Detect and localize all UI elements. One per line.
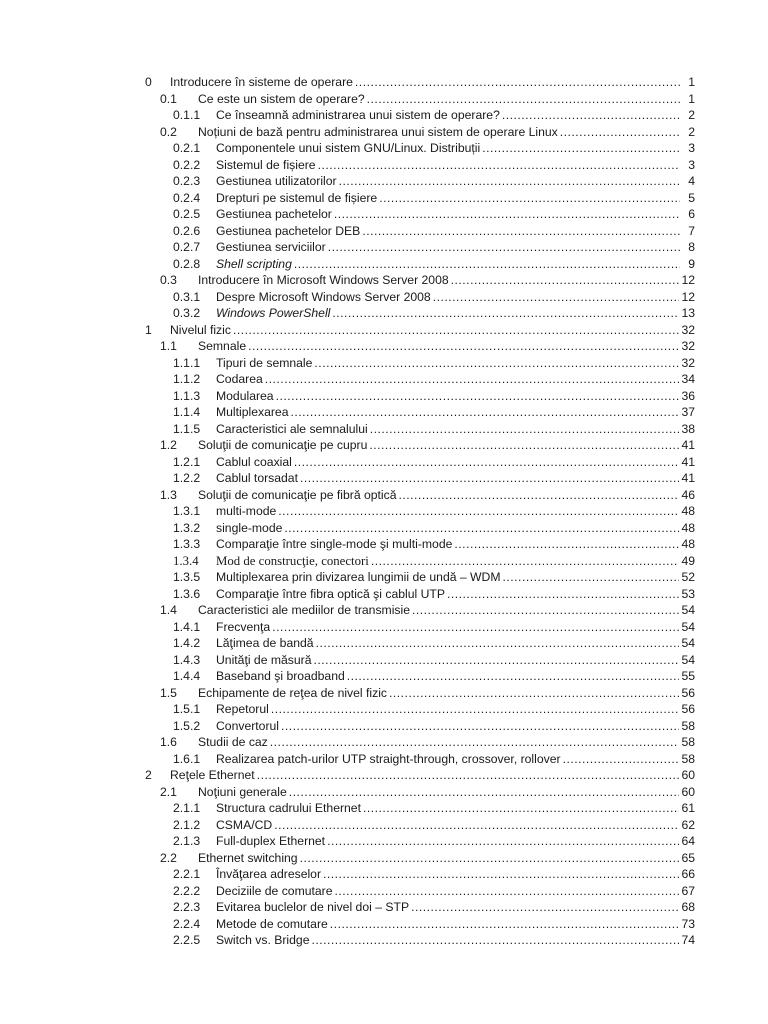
toc-entry-title: Caracteristici ale semnalului <box>216 421 368 436</box>
toc-entry-title: Repetorul <box>216 702 269 716</box>
toc-entry-number: 1.4.1 <box>173 619 201 634</box>
toc-entry[interactable] <box>0 256 768 273</box>
toc-entry-number: 0.2.7 <box>173 240 201 254</box>
toc-entry-title: Gestiunea pachetelor DEB <box>216 223 361 238</box>
toc-entry-title: Codarea <box>216 372 263 386</box>
toc-entry-number: 1.3 <box>160 487 177 502</box>
toc-entry-title-with-leader <box>216 899 680 916</box>
toc-entry-title-with-leader <box>198 437 680 454</box>
toc-entry-title-with-leader <box>198 784 680 801</box>
toc-entry-title-with-leader <box>216 569 680 586</box>
toc-entry-title-with-leader <box>216 751 680 768</box>
toc-entry[interactable] <box>0 74 768 91</box>
toc-entry-title-with-leader <box>216 817 680 834</box>
toc-entry-page-number: 41 <box>681 438 695 452</box>
toc-entry[interactable] <box>0 883 768 900</box>
toc-entry[interactable] <box>0 305 768 322</box>
toc-entry-title-with-leader <box>216 586 680 603</box>
toc-entry-page-number: 3 <box>688 141 695 155</box>
toc-entry-page-number: 34 <box>681 372 695 386</box>
toc-entry[interactable] <box>0 751 768 768</box>
toc-entry[interactable] <box>0 355 768 372</box>
toc-entry-title: Soluţii de comunicaţie pe cupru <box>198 438 368 452</box>
toc-entry-title-with-leader <box>198 338 680 355</box>
toc-entry-page-number: 4 <box>688 174 695 188</box>
toc-entry-page-number: 12 <box>681 289 695 304</box>
toc-entry-title-with-leader <box>216 421 680 438</box>
toc-entry-title-with-leader <box>216 388 680 405</box>
toc-entry[interactable] <box>0 239 768 256</box>
toc-entry-title: Deciziile de comutare <box>216 883 333 898</box>
toc-entry-title-with-leader <box>216 239 680 256</box>
toc-entry-title: Structura cadrului Ethernet <box>216 801 361 815</box>
toc-entry-title-with-leader <box>198 850 680 867</box>
toc-entry-page-number: 56 <box>681 685 695 700</box>
toc-entry-title: Componentele unui sistem GNU/Linux. Distribuții <box>216 141 481 155</box>
toc-entry-number: 1.1.2 <box>173 372 201 386</box>
toc-entry-title-with-leader <box>216 668 680 685</box>
toc-entry-number: 0 <box>145 75 152 89</box>
toc-entry-page-number: 54 <box>681 652 695 667</box>
toc-entry-number: 0.2.4 <box>173 190 201 205</box>
toc-entry-number: 0.2.1 <box>173 141 201 155</box>
toc-entry-title: Frecvenţa <box>216 619 271 634</box>
toc-entry-title: Windows PowerShell <box>216 306 331 320</box>
toc-entry-page-number: 7 <box>688 223 695 238</box>
toc-entry-number: 1.4 <box>160 603 177 617</box>
toc-entry-number: 1.2 <box>160 438 177 452</box>
toc-entry-page-number: 8 <box>688 240 695 254</box>
toc-entry-page-number: 52 <box>681 570 695 584</box>
toc-entry-number: 2.2.5 <box>173 933 201 947</box>
toc-entry-title-with-leader <box>216 883 680 900</box>
toc-entry-page-number: 67 <box>681 883 695 898</box>
toc-entry-page-number: 2 <box>688 108 695 122</box>
toc-entry-title-with-leader <box>216 701 680 718</box>
toc-entry[interactable] <box>0 322 768 339</box>
toc-entry-number: 1.6 <box>160 735 177 749</box>
toc-entry-page-number: 58 <box>681 735 695 749</box>
toc-entry[interactable] <box>0 701 768 718</box>
toc-entry[interactable] <box>0 140 768 157</box>
toc-entry[interactable] <box>0 553 768 570</box>
toc-entry-number: 0.2.8 <box>173 256 201 271</box>
toc-entry-title-with-leader <box>216 157 680 174</box>
toc-entry-title-with-leader <box>216 536 680 553</box>
toc-entry-page-number: 62 <box>681 817 695 832</box>
toc-entry-page-number: 73 <box>681 916 695 931</box>
toc-entry-title: Convertorul <box>216 718 279 733</box>
toc-entry-number: 1.4.2 <box>173 636 201 650</box>
toc-entry-page-number: 58 <box>681 751 695 766</box>
toc-entry-page-number: 60 <box>681 784 695 799</box>
toc-entry-number: 1.5.2 <box>173 718 201 733</box>
toc-entry-title-with-leader <box>216 833 680 850</box>
toc-entry-page-number: 46 <box>681 487 695 502</box>
toc-entry[interactable] <box>0 206 768 223</box>
toc-entry-title-with-leader <box>198 487 680 504</box>
toc-entry-title: Semnale <box>198 339 247 353</box>
toc-entry-title: Învăţarea adreselor <box>216 867 322 881</box>
toc-entry[interactable] <box>0 173 768 190</box>
toc-entry-title: Tipuri de semnale <box>216 355 313 370</box>
toc-entry-title: Ethernet switching <box>198 850 298 865</box>
toc-entry-title-with-leader <box>216 190 680 207</box>
toc-entry-title: Reţele Ethernet <box>170 768 255 782</box>
toc-entry[interactable] <box>0 388 768 405</box>
toc-entry-title: Cablul coaxial <box>216 454 292 469</box>
toc-entry-title-with-leader <box>198 685 680 702</box>
toc-entry[interactable] <box>0 223 768 240</box>
toc-entry-title-with-leader <box>216 173 680 190</box>
toc-entry-title: Evitarea buclelor de nivel doi – STP <box>216 900 410 914</box>
toc-entry-title: Nivelul fizic <box>170 322 231 337</box>
toc-entry-title-with-leader <box>216 635 680 652</box>
toc-entry-title: Introducere în Microsoft Windows Server 2008 <box>198 273 449 287</box>
toc-entry-page-number: 41 <box>681 471 695 485</box>
toc-entry-title: Full-duplex Ethernet <box>216 834 326 848</box>
toc-entry-title: Shell scripting <box>216 256 292 271</box>
toc-entry[interactable] <box>0 124 768 141</box>
toc-entry-page-number: 56 <box>681 702 695 716</box>
toc-entry-title: Comparaţie între single-mode şi multi-mode <box>216 537 453 551</box>
toc-entry-page-number: 1 <box>688 91 695 106</box>
toc-entry-title-with-leader <box>216 454 680 471</box>
toc-entry-page-number: 54 <box>681 636 695 650</box>
toc-entry-number: 1.1 <box>160 339 177 353</box>
toc-entry-title-with-leader <box>170 322 680 339</box>
toc-entry-number: 2.1.3 <box>173 834 201 848</box>
toc-entry-number: 2 <box>145 768 152 782</box>
toc-entry-page-number: 61 <box>681 801 695 815</box>
toc-entry[interactable] <box>0 91 768 108</box>
toc-entry-page-number: 38 <box>681 421 695 436</box>
toc-entry-title-with-leader <box>216 355 680 372</box>
toc-entry[interactable] <box>0 487 768 504</box>
toc-entry-page-number: 41 <box>681 454 695 469</box>
toc-entry[interactable] <box>0 338 768 355</box>
toc-entry-title-with-leader <box>216 652 680 669</box>
toc-entry[interactable] <box>0 635 768 652</box>
toc-entry-number: 0.3.1 <box>173 289 201 304</box>
toc-entry-title-with-leader <box>216 206 680 223</box>
toc-entry-title-with-leader <box>198 272 680 289</box>
toc-entry-title: Gestiunea pachetelor <box>216 207 332 221</box>
toc-entry-number: 1 <box>145 322 152 337</box>
toc-entry-title: Gestiunea utilizatorilor <box>216 174 337 188</box>
toc-entry-number: 2.2.1 <box>173 867 201 881</box>
toc-entry-title-with-leader <box>216 289 680 306</box>
table-of-contents <box>0 74 768 949</box>
toc-entry-number: 1.5.1 <box>173 702 201 716</box>
toc-entry-title-with-leader <box>216 916 680 933</box>
toc-entry-title: Despre Microsoft Windows Server 2008 <box>216 289 431 304</box>
toc-entry-page-number: 58 <box>681 718 695 733</box>
toc-entry-page-number: 6 <box>688 207 695 221</box>
toc-entry-title-with-leader <box>216 305 680 322</box>
toc-entry-number: 0.3 <box>160 273 177 287</box>
toc-entry-page-number: 60 <box>681 768 695 782</box>
toc-entry-title-with-leader <box>216 800 680 817</box>
toc-entry-title: Noţiuni generale <box>198 784 287 799</box>
toc-entry-title-with-leader <box>198 602 680 619</box>
toc-entry-page-number: 13 <box>681 306 695 320</box>
toc-entry-title-with-leader <box>216 866 680 883</box>
toc-entry-title-with-leader <box>216 107 680 124</box>
toc-entry[interactable] <box>0 602 768 619</box>
toc-entry-number: 2.2.2 <box>173 883 201 898</box>
toc-entry-title: Introducere în sisteme de operare <box>170 75 353 89</box>
toc-entry-title: Gestiunea serviciilor <box>216 240 326 254</box>
toc-entry-number: 2.2 <box>160 850 177 865</box>
toc-entry[interactable] <box>0 800 768 817</box>
toc-entry[interactable] <box>0 157 768 174</box>
toc-entry[interactable] <box>0 272 768 289</box>
toc-entry-page-number: 5 <box>688 190 695 205</box>
toc-entry-number: 1.4.4 <box>173 669 201 683</box>
toc-entry-title-with-leader <box>216 553 680 570</box>
toc-entry-number: 2.2.3 <box>173 900 201 914</box>
toc-entry-number: 0.3.2 <box>173 306 201 320</box>
toc-entry-page-number: 64 <box>681 834 695 848</box>
toc-entry[interactable] <box>0 718 768 735</box>
toc-entry-title: Soluţii de comunicaţie pe fibră optică <box>198 487 397 502</box>
toc-entry[interactable] <box>0 371 768 388</box>
toc-entry-title: Baseband şi broadband <box>216 669 345 683</box>
toc-entry-title-with-leader <box>216 503 680 520</box>
toc-entry[interactable] <box>0 586 768 603</box>
toc-entry-page-number: 48 <box>681 537 695 551</box>
toc-entry-number: 1.3.1 <box>173 504 201 518</box>
toc-entry-page-number: 68 <box>681 900 695 914</box>
toc-entry[interactable] <box>0 536 768 553</box>
toc-entry-title: Noțiuni de bază pentru administrarea unui sistem de operare Linux <box>198 124 558 139</box>
toc-entry[interactable] <box>0 767 768 784</box>
toc-entry-title: Realizarea patch-urilor UTP straight-through, crossover, rollover <box>216 751 561 766</box>
toc-entry-title: Multiplexarea <box>216 405 289 419</box>
toc-entry-title-with-leader <box>170 74 680 91</box>
toc-entry-number: 1.1.3 <box>173 388 201 403</box>
toc-entry[interactable] <box>0 668 768 685</box>
toc-entry-page-number: 1 <box>688 75 695 89</box>
toc-entry-page-number: 55 <box>681 669 695 683</box>
toc-entry-title-with-leader <box>216 718 680 735</box>
toc-entry-page-number: 74 <box>681 933 695 947</box>
toc-entry-page-number: 9 <box>688 256 695 271</box>
toc-entry-title-with-leader <box>216 404 680 421</box>
toc-entry-page-number: 32 <box>681 355 695 370</box>
toc-entry-title-with-leader <box>216 223 680 240</box>
toc-entry-page-number: 48 <box>681 504 695 518</box>
toc-entry-page-number: 32 <box>681 339 695 353</box>
toc-entry-page-number: 3 <box>688 157 695 172</box>
toc-entry[interactable] <box>0 470 768 487</box>
toc-entry-number: 0.2.6 <box>173 223 201 238</box>
toc-entry-title: Studii de caz <box>198 735 268 749</box>
toc-entry-page-number: 2 <box>688 124 695 139</box>
toc-entry-number: 0.2.3 <box>173 174 201 188</box>
toc-entry-title-with-leader <box>216 371 680 388</box>
toc-entry-title: Sistemul de fișiere <box>216 157 316 172</box>
toc-entry[interactable] <box>0 107 768 124</box>
toc-entry-number: 1.5 <box>160 685 177 700</box>
toc-entry-title: Metode de comutare <box>216 916 328 931</box>
toc-entry-title: Unităţi de măsură <box>216 652 312 667</box>
toc-entry[interactable] <box>0 404 768 421</box>
toc-entry-title-with-leader <box>216 140 680 157</box>
toc-entry-number: 0.1.1 <box>173 108 201 122</box>
toc-entry-number: 1.2.2 <box>173 471 201 485</box>
toc-entry-title: Switch vs. Bridge <box>216 933 310 947</box>
toc-entry-title-with-leader <box>216 470 680 487</box>
toc-entry[interactable] <box>0 652 768 669</box>
toc-entry-page-number: 32 <box>681 322 695 337</box>
toc-entry-number: 0.2 <box>160 124 177 139</box>
toc-entry-number: 0.2.2 <box>173 157 201 172</box>
toc-entry-number: 2.1.1 <box>173 801 201 815</box>
toc-entry-title-with-leader <box>216 619 680 636</box>
toc-entry-title: CSMA/CD <box>216 817 273 832</box>
toc-entry[interactable] <box>0 190 768 207</box>
toc-entry[interactable] <box>0 850 768 867</box>
toc-entry-title: single-mode <box>216 520 283 535</box>
toc-entry-number: 1.6.1 <box>173 751 201 766</box>
toc-entry-title: Echipamente de reţea de nivel fizic <box>198 685 388 700</box>
toc-entry-title: Comparaţie între fibra optică şi cablul UTP <box>216 586 445 601</box>
toc-entry-number: 2.1 <box>160 784 177 799</box>
toc-entry[interactable] <box>0 421 768 438</box>
toc-entry-title: Ce este un sistem de operare? <box>198 91 365 106</box>
toc-entry[interactable] <box>0 503 768 520</box>
toc-entry-title: Cablul torsadat <box>216 471 298 485</box>
toc-entry[interactable] <box>0 734 768 751</box>
toc-entry[interactable] <box>0 899 768 916</box>
toc-entry[interactable] <box>0 833 768 850</box>
toc-entry-number: 2.1.2 <box>173 817 201 832</box>
toc-entry-number: 0.2.5 <box>173 207 201 221</box>
toc-entry-title-with-leader <box>216 256 680 273</box>
toc-entry-title: Lăţimea de bandă <box>216 636 314 650</box>
toc-entry-page-number: 12 <box>681 273 695 287</box>
toc-entry[interactable] <box>0 437 768 454</box>
toc-entry[interactable] <box>0 289 768 306</box>
toc-entry-number: 1.3.6 <box>173 586 201 601</box>
toc-entry-title: Mod de construcţie, conectori <box>216 553 369 568</box>
toc-entry[interactable] <box>0 520 768 537</box>
toc-entry-title-with-leader <box>216 520 680 537</box>
toc-entry-number: 1.3.3 <box>173 537 201 551</box>
toc-entry-title: Modularea <box>216 388 274 403</box>
toc-entry-number: 1.1.1 <box>173 355 201 370</box>
toc-entry-page-number: 53 <box>681 586 695 601</box>
toc-entry-title-with-leader <box>198 124 680 141</box>
toc-entry-title: Caracteristici ale mediilor de transmisie <box>198 603 410 617</box>
toc-entry[interactable] <box>0 454 768 471</box>
toc-entry-number: 2.2.4 <box>173 916 201 931</box>
toc-entry[interactable] <box>0 685 768 702</box>
toc-entry-title: Drepturi pe sistemul de fișiere <box>216 190 378 205</box>
toc-entry-page-number: 37 <box>681 405 695 419</box>
toc-entry-number: 1.3.5 <box>173 570 201 584</box>
toc-entry[interactable] <box>0 569 768 586</box>
toc-entry-page-number: 54 <box>681 619 695 634</box>
toc-entry-page-number: 49 <box>681 553 695 568</box>
toc-entry[interactable] <box>0 866 768 883</box>
toc-entry-title: multi-mode <box>216 504 277 518</box>
toc-entry-page-number: 54 <box>681 603 695 617</box>
toc-entry-title-with-leader <box>198 734 680 751</box>
toc-entry-number: 1.4.3 <box>173 652 201 667</box>
toc-entry-page-number: 36 <box>681 388 695 403</box>
toc-entry[interactable] <box>0 916 768 933</box>
toc-entry-title-with-leader <box>170 767 680 784</box>
toc-entry-number: 1.3.2 <box>173 520 201 535</box>
toc-entry-number: 1.2.1 <box>173 454 201 469</box>
toc-entry-title: Ce înseamnă administrarea unui sistem de operare? <box>216 108 500 122</box>
toc-entry-title-with-leader <box>216 932 680 949</box>
toc-entry-number: 1.1.4 <box>173 405 201 419</box>
toc-entry-number: 1.1.5 <box>173 421 201 436</box>
toc-entry[interactable] <box>0 619 768 636</box>
toc-entry-page-number: 65 <box>681 850 695 865</box>
toc-entry-title-with-leader <box>198 91 680 108</box>
toc-entry-number: 0.1 <box>160 91 177 106</box>
toc-entry-number: 1.3.4 <box>173 553 199 568</box>
toc-entry[interactable] <box>0 784 768 801</box>
toc-entry[interactable] <box>0 932 768 949</box>
toc-entry-page-number: 66 <box>681 867 695 881</box>
toc-entry[interactable] <box>0 817 768 834</box>
toc-entry-page-number: 48 <box>681 520 695 535</box>
toc-entry-title: Multiplexarea prin divizarea lungimii de undă – WDM <box>216 570 501 584</box>
